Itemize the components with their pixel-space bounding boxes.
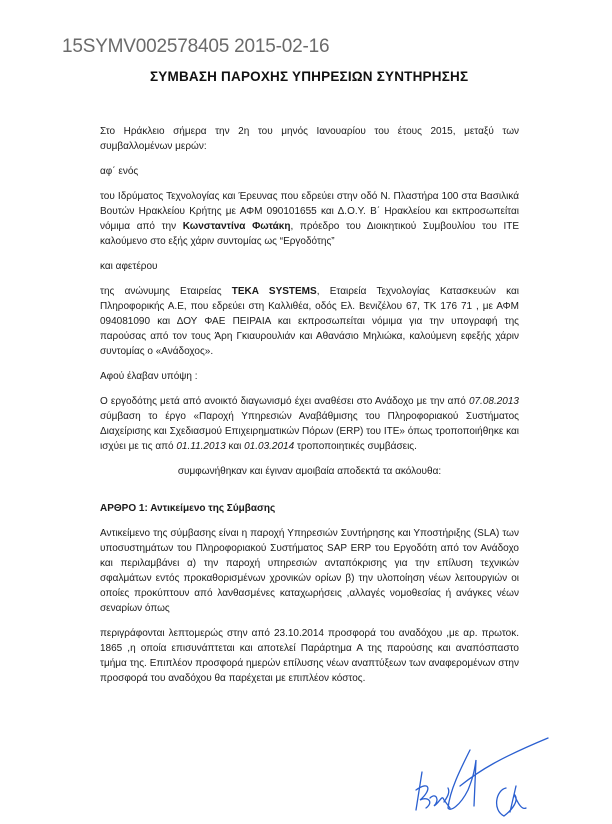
document-body xyxy=(100,124,519,696)
date: 01.11.2013 xyxy=(176,441,226,452)
document-watermark-id: 15SYMV002578405 2015-02-16 xyxy=(62,36,330,57)
text: , πρόεδρο του Διοικητικού Συμβουλίου του ΙΤΕ καλούμενο στο εξής χάριν συντομίας ως “Εργοδότης” xyxy=(100,221,520,247)
signatures-image xyxy=(400,730,570,820)
text: Ο εργοδότης μετά από ανοικτό διαγωνισμό έχει αναθέσει στο Ανάδοχο με την από xyxy=(100,396,469,407)
contractor-name: TEKA SYSTEMS xyxy=(231,286,317,297)
signature-2 xyxy=(448,738,548,816)
text: της ανώνυμης Εταιρείας xyxy=(100,286,232,297)
date: 01.03.2014 xyxy=(244,441,295,452)
considering-label: Αφού έλαβαν υπόψη : xyxy=(100,371,198,382)
article1-heading: ΑΡΘΡΟ 1: Αντικείμενο της Σύμβασης xyxy=(100,503,276,514)
party2-label: και αφετέρου xyxy=(100,261,158,272)
signature-1 xyxy=(416,772,450,810)
party2-paragraph xyxy=(100,284,519,359)
party1-label: αφ΄ ενός xyxy=(100,166,139,177)
agreed-statement: συμφωνήθηκαν και έγιναν αμοιβαία αποδεκτά τα ακόλουθα: xyxy=(177,466,442,477)
intro-paragraph: Στο Ηράκλειο σήμερα την 2η του μηνός Ιανουαρίου του έτους 2015, μεταξύ των συμβαλλομένων μερών: xyxy=(100,126,519,152)
employer-representative: Κωνσταντίνα Φωτάκη xyxy=(182,221,291,232)
text: σύμβαση το έργο «Παροχή Υπηρεσιών Αναβάθμισης του Πληροφοριακού Συστήματος Διαχείρισης και Σχεδιασμού Επιχειρηματικών Πόρων (ERP) του ΙΤΕ» όπως τροποποιήθηκε και ισχύει με τις από xyxy=(100,411,519,452)
text: του Ιδρύματος Τεχνολογίας και Έρευνας που εδρεύει στην οδό Ν. Πλαστήρα 100 στα Βασιλικά Βουτών Ηρακλείου Κρήτης με ΑΦΜ 090101655 και Δ.Ο.Υ. Β΄ Ηρακλείου και εκπροσωπείται νόμιμα από την xyxy=(100,191,519,232)
party1-paragraph xyxy=(100,189,519,249)
date: 07.08.2013 xyxy=(468,396,519,407)
considering-paragraph xyxy=(100,394,519,454)
text: , Εταιρεία Τεχνολογίας Κατασκευών και Πληροφορικής Α.Ε, που εδρεύει στη Καλλιθέα, οδός Ελ. Βενιζέλου 67, ΤΚ 176 71 , με ΑΦΜ 094081090 και ΔΟΥ ΦΑΕ ΠΕΙΡΑΙΑ και εκπροσωπείται νόμιμα για την υπογραφή της παρούσας από τον τους Άρη Γκιαυρουλιάν και Αθανάσιο Μηλιώκα, καλούμενη εφεξής χάριν συντομίας ο «Ανάδοχος». xyxy=(100,286,519,357)
text: και xyxy=(225,441,245,452)
text: τροποποιητικές συμβάσεις. xyxy=(294,441,417,452)
document-title: ΣΥΜΒΑΣΗ ΠΑΡΟΧΗΣ ΥΠΗΡΕΣΙΩΝ ΣΥΝΤΗΡΗΣΗΣ xyxy=(150,69,469,84)
article1-paragraph-1: Αντικείμενο της σύμβασης είναι η παροχή Υπηρεσιών Συντήρησης και Υποστήριξης (SLA) των υποσυστημάτων του Πληροφοριακού Συστήματος SAP ERP του Εργοδότη από τον Ανάδοχο και περιλαμβάνει α) την παροχή υπηρεσιών ανταπόκρισης για την επίλυση τεχνικών σφαλμάτων εντός προκαθορισμένων χρονικών ορίων β) την υλοποίηση νέων λειτουργιών οι οποίες προκύπτουν από λανθασμένες καταχωρήσεις ,αλλαγές νομοθεσίας ή ανάγκες νέων σεναρίων όπως xyxy=(100,528,519,614)
article1-paragraph-2: περιγράφονται λεπτομερώς στην από 23.10.2014 προσφορά του αναδόχου ,με αρ. πρωτοκ. 1865 ,η οποία επισυνάπτεται και αποτελεί Παράρτημα Α της παρούσης και αναπόσπαστο τμήμα της. Επιπλέον προσφορά ημερών επίλυσης νέων αναπτύξεων των αναφερομένων στην προσφορά του αναδόχου θα παρέχεται με επιπλέον κόστος. xyxy=(100,628,519,684)
